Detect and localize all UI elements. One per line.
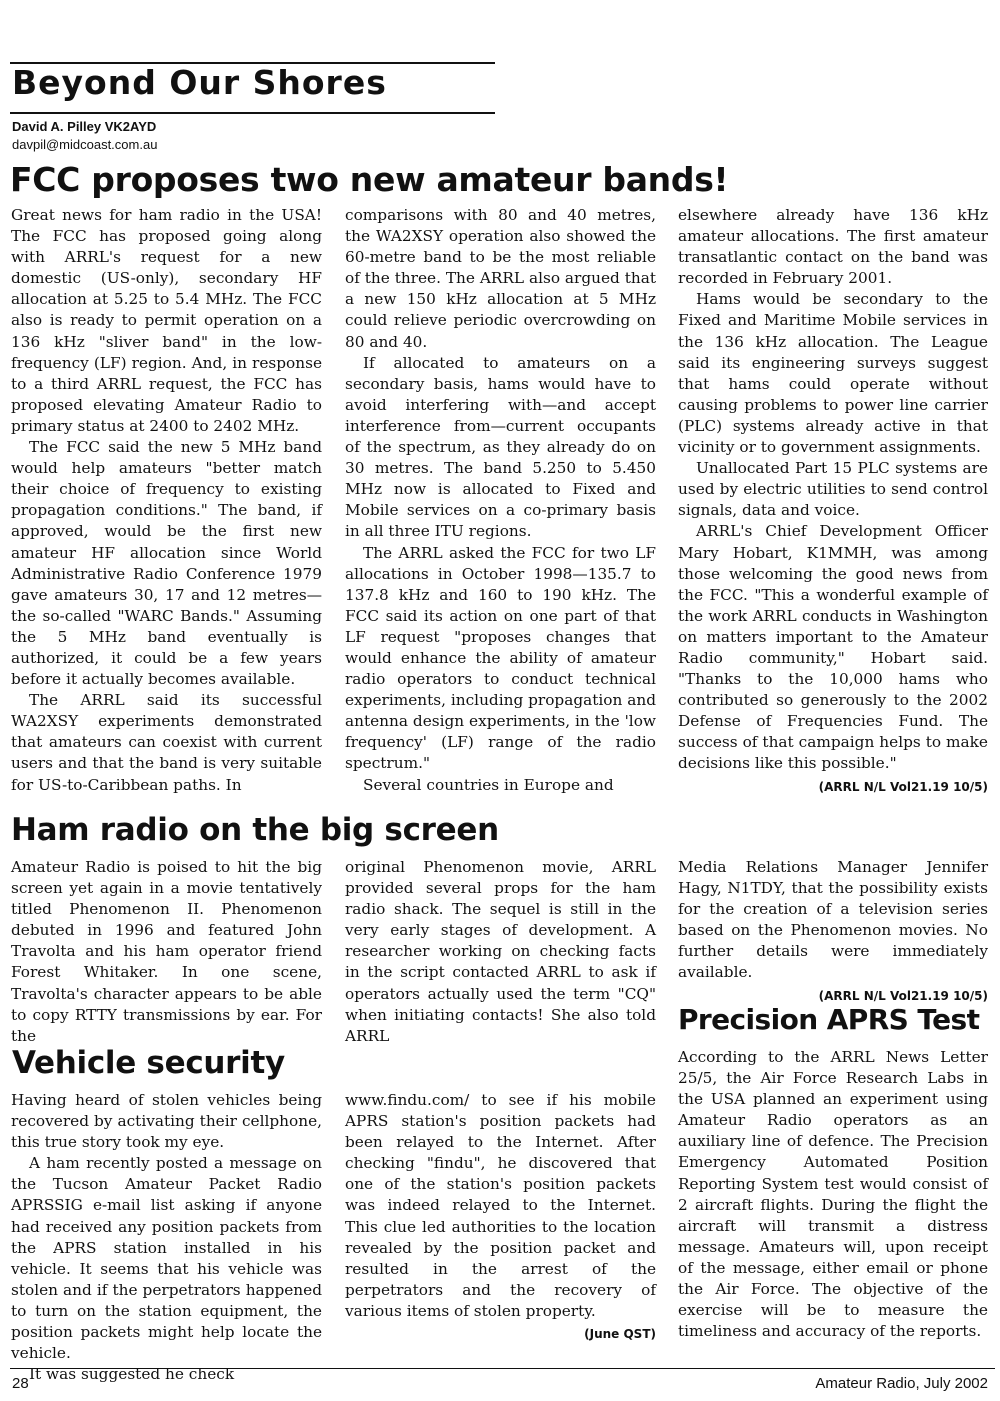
section-title: Beyond Our Shores [12,63,387,102]
ham-screen-column-1 [11,857,322,1047]
paragraph: Having heard of stolen vehicles being recovered by activating their cellphone, this true story took my eye. [11,1091,322,1152]
headline-ham-screen: Ham radio on the big screen [11,812,499,848]
paragraph: If allocated to amateurs on a secondary basis, hams would have to avoid interfering with—and accept interference from—current occupants of the spectrum, as they already do on 30 metres. The band 5.250 to 5.450 MHz now is allocated to Fixed and Mobile services on a co-primary basis in all three ITU regions. [345,353,656,541]
ham-screen-column-3 [678,857,988,1007]
paragraph: www.findu.com/ to see if his mobile APRS station's position packets had been relayed to the Internet. After checking "findu", he discovered that one of the station's position packets was indeed relayed to the Internet. This clue led authorities to the location revealed by the position packet and resulted in the arrest of the perpetrators and the recovery of various items of stolen property. [345,1091,656,1320]
headline-aprs: Precision APRS Test [678,1003,980,1036]
section-title-underline [10,112,495,114]
source-citation: (ARRL N/L Vol21.19 10/5) [818,988,988,1003]
fcc-column-2 [345,205,656,796]
source-citation: (June QST) [584,1327,656,1342]
paragraph: The ARRL asked the FCC for two LF allocations in October 1998—135.7 to 137.8 kHz and 160 to 190 kHz. The FCC said its action on one part of that LF request "proposes changes that would enhance the ability of amateur radio operators to conduct technical experiments, including propagation and antenna design experiments, in the 'low frequency' (LF) range of the radio spectrum." [345,543,656,773]
paragraph: The FCC said the new 5 MHz band would help amateurs "better match their choice of frequency to existing propagation conditions." The band, if approved, would be the first new amateur HF allocation since World Administrative Radio Conference 1979 gave amateurs 30, 17 and 12 metres—the so-called "WARC Bands." Assuming the 5 MHz band eventually is authorized, it could be a few years before it actually becomes available. [11,438,322,689]
paragraph: The ARRL said its successful WA2XSY experiments demonstrated that amateurs can coexist with current users and that the band is very suitable for US-to-Caribbean paths. In [11,691,322,794]
publication-name: Amateur Radio, July 2002 [815,1375,988,1392]
vehicle-column-2 [345,1090,656,1345]
paragraph: elsewhere already have 136 kHz amateur allocations. The first amateur transatlantic contact on the band was recorded in February 2001. [678,206,988,288]
headline-vehicle: Vehicle security [12,1045,285,1081]
paragraph: Great news for ham radio in the USA! The FCC has proposed going along with ARRL's request for a new domestic (US-only), secondary HF allocation at 5.25 to 5.4 MHz. The FCC also is ready to permit operation on a 136 kHz "sliver band" in the low-frequency (LF) region. And, in response to a third ARRL request, the FCC has proposed elevating Amateur Radio to primary status at 2400 to 2402 MHz. [11,206,322,435]
paragraph: Amateur Radio is poised to hit the big screen yet again in a movie tentatively titled Phenomenon II. Phenomenon debuted in 1996 and featured John Travolta and his ham operator friend Forest Whitaker. In one scene, Travolta's character appears to be able to copy RTTY transmissions by ear. For the [11,858,322,1045]
page-number: 28 [12,1375,29,1392]
paragraph: ARRL's Chief Development Officer Mary Hobart, K1MMH, was among those welcoming the good news from the FCC. "This a wonderful example of the work ARRL conducts in Washington on matters important to the Amateur Radio community," Hobart said. "Thanks to the 10,000 hams who contributed so generously to the 2002 Defense of Frequencies Fund. The success of that campaign helps to make decisions like this possible." [678,522,988,773]
paragraph: Media Relations Manager Jennifer Hagy, N1TDY, that the possibility exists for the creation of a television series based on the Phenomenon movies. No further details were immediately available. [678,858,988,982]
fcc-column-1 [11,205,322,796]
paragraph: comparisons with 80 and 40 metres, the WA2XSY operation also showed the 60-metre band to be the most reliable of the three. The ARRL also argued that a new 150 kHz allocation at 5 MHz could relieve periodic overcrowding on 80 and 40. [345,206,656,351]
paragraph: Several countries in Europe and [363,775,614,794]
author-email: davpil@midcoast.com.au [12,137,158,152]
footer-rule [10,1368,995,1369]
aprs-column [678,1047,988,1342]
paragraph: original Phenomenon movie, ARRL provided several props for the ham radio shack. The sequel is still in the very early stages of development. A researcher working on checking facts in the script contacted ARRL to ask if operators actually used the term "CQ" when initiating contacts! She also told ARRL [345,858,656,1045]
vehicle-column-1 [11,1090,322,1385]
source-citation: (ARRL N/L Vol21.19 10/5) [818,779,988,794]
headline-fcc: FCC proposes two new amateur bands! [10,160,729,199]
paragraph: Unallocated Part 15 PLC systems are used by electric utilities to send control signals, data and voice. [678,459,988,520]
fcc-column-3 [678,205,988,798]
paragraph: According to the ARRL News Letter 25/5, the Air Force Research Labs in the USA planned an experiment using Amateur Radio operators as an auxiliary line of defence. The Precision Emergency Automated Position Reporting System test would consist of 2 aircraft flights. During the flight the aircraft will transmit a distress message. Amateurs will, upon receipt of the message, either email or phone the Air Force. The objective of the exercise will be to measure the timeliness and accuracy of the reports. [678,1048,988,1341]
paragraph: A ham recently posted a message on the Tucson Amateur Packet Radio APRSSIG e-mail list asking if anyone had received any position packets from the APRS station installed in his vehicle. It seems that his vehicle was stolen and if the perpetrators happened to turn on the station equipment, the position packets might help locate the vehicle. [11,1154,322,1363]
ham-screen-column-2 [345,857,656,1047]
author-name: David A. Pilley VK2AYD [12,119,157,134]
paragraph: Hams would be secondary to the Fixed and Maritime Mobile services in the 136 kHz allocation. The League said its engineering surveys suggest that hams could operate without causing problems to power line carrier (PLC) systems already active in that vicinity or to government assignments. [678,290,988,457]
paragraph: It was suggested he check [29,1365,235,1384]
